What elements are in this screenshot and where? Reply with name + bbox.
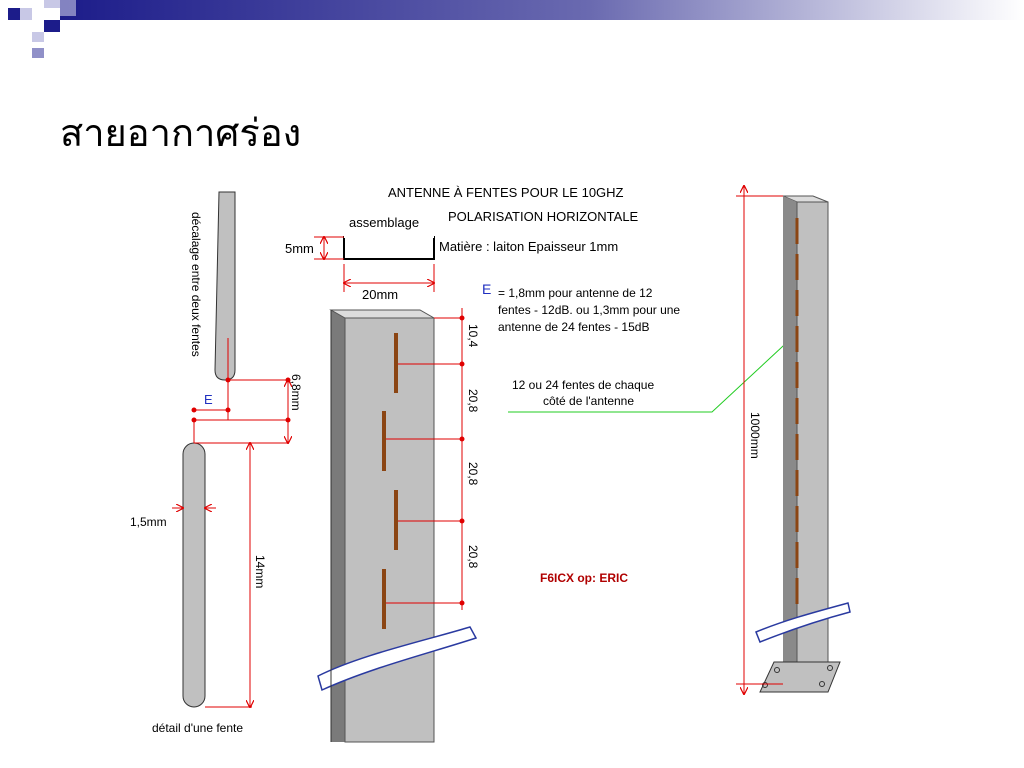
diagram-title-line1: ANTENNE À FENTES POUR LE 10GHZ xyxy=(388,185,624,200)
material-label: Matière : laiton Epaisseur 1mm xyxy=(439,239,619,254)
upper-slot-shape xyxy=(215,192,235,380)
slide-title: สายอากาศร่อง xyxy=(60,111,302,155)
spacing-first: 10,4 xyxy=(466,324,480,348)
waveguide xyxy=(318,308,480,742)
e-note-3: antenne de 24 fentes - 15dB xyxy=(498,320,650,334)
slots-note-2: côté de l'antenne xyxy=(543,394,635,408)
slot-detail xyxy=(130,192,303,735)
slot-width-label: 1,5mm xyxy=(130,515,167,529)
e-note-2: fentes - 12dB. ou 1,3mm pour une xyxy=(498,303,681,317)
spacing-1: 20,8 xyxy=(466,389,480,413)
e-symbol: E xyxy=(482,281,492,297)
diagram-title-line2: POLARISATION HORIZONTALE xyxy=(448,209,639,224)
slot-length-label: 14mm xyxy=(253,555,267,589)
full-antenna xyxy=(736,186,850,694)
spacing-3: 20,8 xyxy=(466,545,480,569)
assembly-box xyxy=(344,237,434,259)
dim-6-8mm: 6,8mm xyxy=(289,374,303,411)
dim-5mm: 5mm xyxy=(285,241,314,256)
total-length-label: 1000mm xyxy=(748,412,762,459)
e-note-1: = 1,8mm pour antenne de 12 xyxy=(498,286,653,300)
slot-detail-caption: détail d'une fente xyxy=(152,721,244,735)
lower-slot-shape xyxy=(183,443,205,707)
assembly-label: assemblage xyxy=(349,215,420,230)
offset-label: décalage entre deux fentes xyxy=(189,212,203,357)
assembly-section xyxy=(285,185,639,302)
dim-20mm: 20mm xyxy=(362,287,399,302)
author-label: F6ICX op: ERIC xyxy=(540,571,629,585)
e-detail-label: E xyxy=(204,392,213,407)
slots-note-1: 12 ou 24 fentes de chaque xyxy=(512,378,655,392)
spacing-2: 20,8 xyxy=(466,462,480,486)
